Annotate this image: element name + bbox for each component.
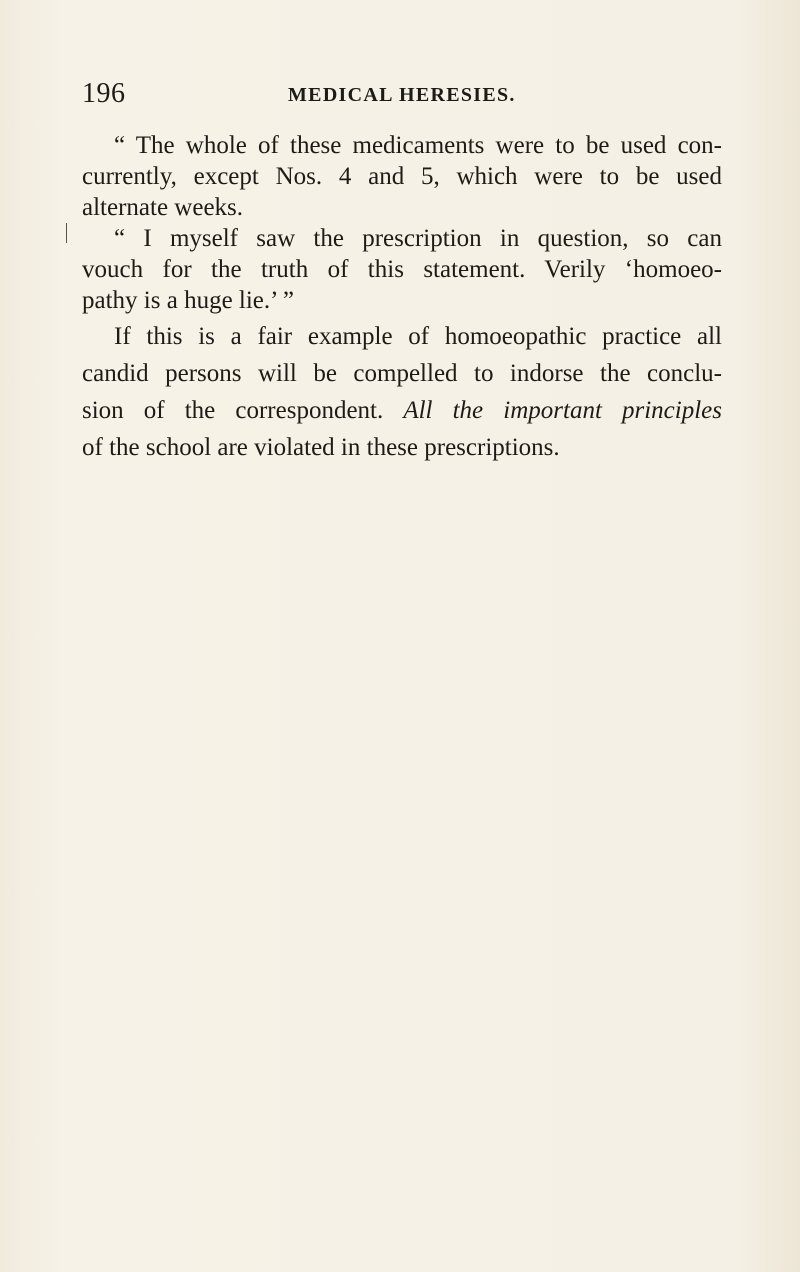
text-line: currently, except Nos. 4 and 5, which were to be used xyxy=(82,163,722,190)
text-line: pathy is a huge lie.’ ” xyxy=(82,287,294,314)
page-number: 196 xyxy=(82,78,126,109)
paragraph-2 xyxy=(82,223,722,316)
running-head: MEDICAL HERESIES. xyxy=(288,84,516,106)
margin-mark xyxy=(66,223,67,243)
body-text xyxy=(82,130,722,466)
text-line: alternate weeks. xyxy=(82,194,244,221)
text-segment: sion of the correspondent. xyxy=(82,397,384,424)
paragraph-3 xyxy=(82,318,722,466)
text-line xyxy=(82,392,722,429)
text-line: of the school are violated in these prescriptions. xyxy=(82,434,560,461)
italic-emphasis: All the important principles xyxy=(403,397,722,424)
paragraph-1 xyxy=(82,130,722,223)
text-line: vouch for the truth of this statement. Verily ‘homoeo- xyxy=(82,256,722,283)
page-header xyxy=(82,78,722,118)
text-line: “ The whole of these medicaments were to be used con- xyxy=(114,132,722,159)
text-line: If this is a fair example of homoeopathic practice all xyxy=(114,323,722,350)
text-line: candid persons will be compelled to indorse the conclu- xyxy=(82,360,722,387)
text-line: “ I myself saw the prescription in question, so can xyxy=(114,225,722,252)
